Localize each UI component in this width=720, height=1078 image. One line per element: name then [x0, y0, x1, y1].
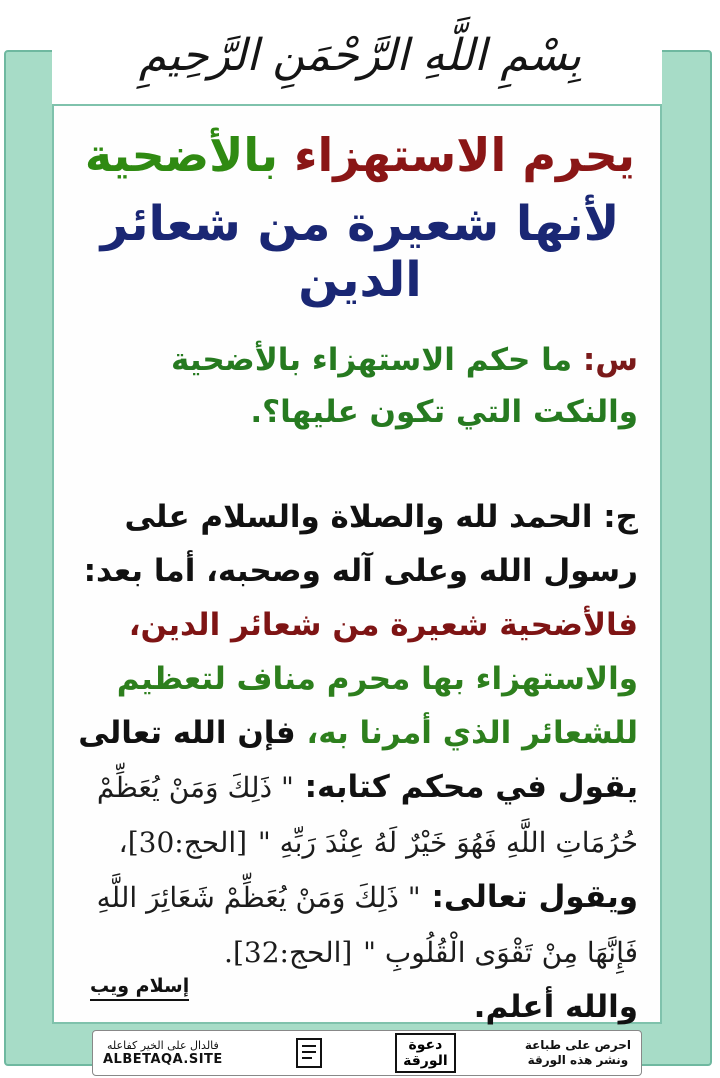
site-block[interactable]: [103, 1039, 223, 1067]
answer-ruling-red: فالأضحية شعيرة من شعائر الدين،: [128, 607, 638, 643]
answer-label: ج:: [603, 499, 638, 535]
hint-line-2: ونشر هذه الورقة: [527, 1053, 629, 1067]
verse-1-reference: [الحج:30]،: [118, 826, 248, 859]
title-line-1: [60, 128, 660, 182]
document-icon: [292, 1036, 326, 1070]
source-label: إسلام ويب: [90, 975, 189, 1001]
answer-closing: والله أعلم.: [473, 989, 638, 1025]
site-caption: فالدال على الخير كفاعله: [106, 1039, 219, 1052]
title-green-part: بالأضحية: [84, 128, 278, 182]
question-block: [72, 334, 638, 438]
question-label: س:: [582, 342, 638, 378]
basmala-text: بِسْمِ اللَّهِ الرَّحْمَنِ الرَّحِيمِ: [138, 29, 582, 81]
answer-ruling-green: والاستهزاء بها محرم مناف لتعظيم للشعائر الذي أمرنا به،: [116, 661, 638, 751]
title-line-2: لأنها شعيرة من شعائر الدين: [100, 196, 620, 308]
dawat-alwaraqa-logo: [395, 1033, 456, 1073]
answer-evidence-lead: فإن الله تعالى يقول في محكم كتابه:: [78, 715, 638, 805]
quran-verse-2: " ذَلِكَ وَمَنْ يُعَظِّمْ شَعَائِرَ اللَّهِ فَإِنَّهَا مِنْ تَقْوَى الْقُلُوبِ ": [96, 881, 638, 969]
answer-intro: الحمد لله والصلاة والسلام على رسول الله وعلى آله وصحبه، أما بعد:: [83, 499, 638, 589]
quran-verse-1: " ذَلِكَ وَمَنْ يُعَظِّمْ حُرُمَاتِ اللَّهِ فَهُوَ خَيْرٌ لَهُ عِنْدَ رَبِّهِ ": [96, 771, 638, 859]
verse-2-reference: [الحج:32].: [224, 936, 353, 969]
question-text: ما حكم الاستهزاء بالأضحية والنكت التي تكون عليها؟.: [170, 342, 638, 430]
title-red-part: يحرم الاستهزاء: [294, 128, 636, 182]
basmala-header: [0, 0, 720, 110]
logo-line-2: الورقة: [403, 1053, 448, 1069]
answer-block: [72, 490, 638, 1034]
print-hint: [525, 1038, 631, 1068]
site-url[interactable]: ALBETAQA.SITE: [103, 1052, 223, 1067]
answer-evidence-lead-2: ويقول تعالى:: [431, 879, 638, 915]
logo-line-1: دعوة: [408, 1037, 443, 1053]
footer-bar: [92, 1030, 642, 1076]
hint-line-1: احرص على طباعة: [524, 1038, 631, 1052]
